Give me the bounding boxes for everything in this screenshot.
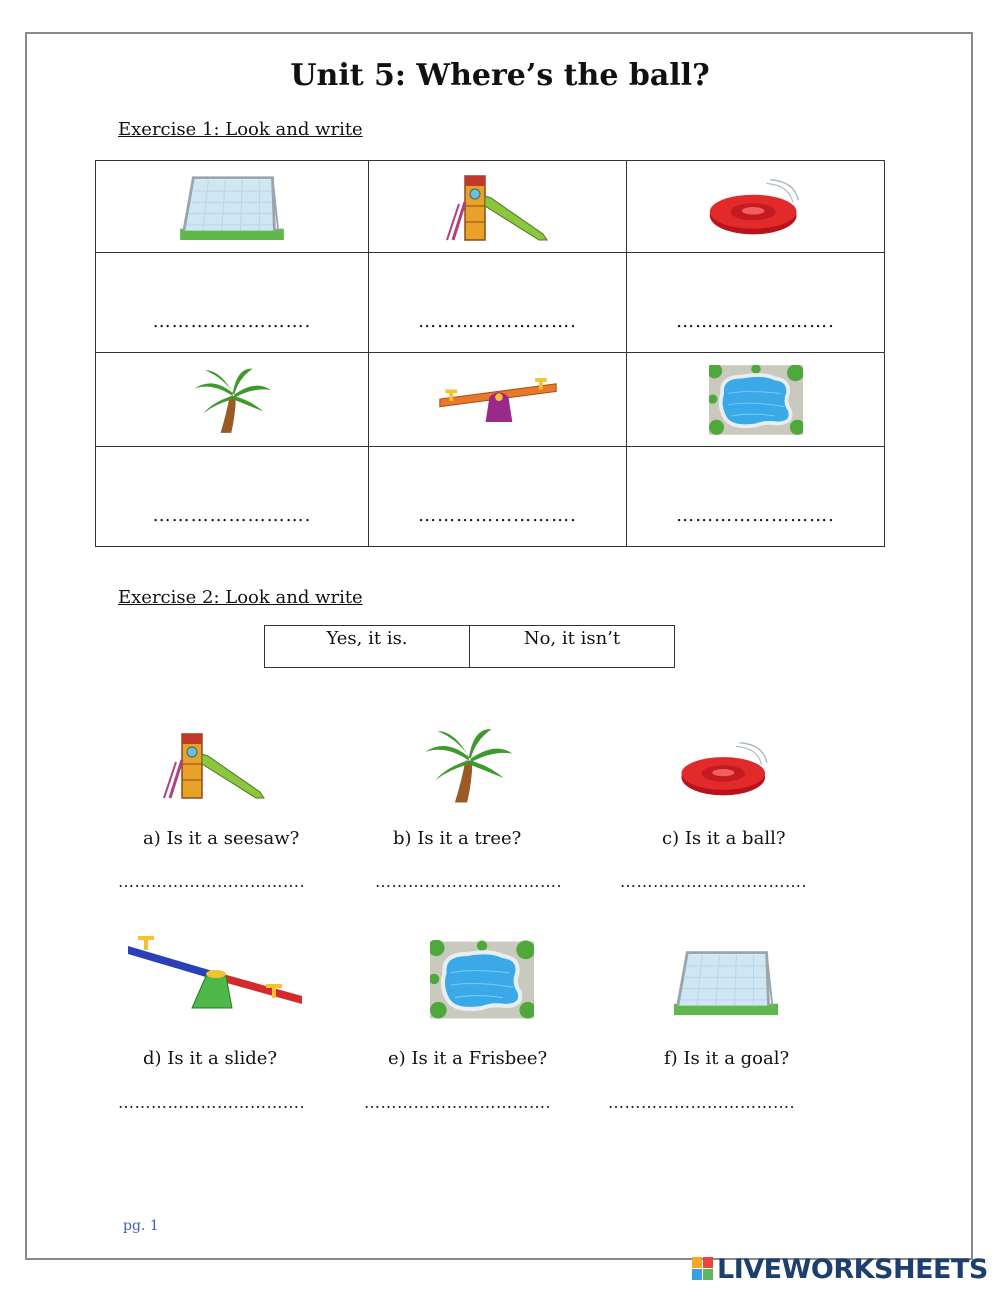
answer-blank[interactable]: ……………………. (676, 311, 835, 332)
answer-line-f[interactable]: ……………………………. (608, 1093, 796, 1112)
question-e-picture (430, 940, 534, 1020)
answer-cell[interactable] (627, 447, 885, 547)
frisbee-icon (676, 736, 776, 802)
answer-line-d[interactable]: ……………………………. (118, 1093, 306, 1112)
answer-line-a[interactable]: ……………………………. (118, 872, 306, 891)
seesaw-icon (126, 932, 306, 1012)
answer-option-no: No, it isn’t (470, 626, 675, 668)
answer-blank[interactable]: ……………………. (152, 505, 312, 526)
question-b-picture (420, 718, 516, 812)
pool-icon (430, 940, 534, 1020)
liveworksheets-logo-icon (692, 1257, 714, 1281)
slide-icon (443, 172, 553, 242)
answer-line-c[interactable]: ……………………………. (620, 872, 808, 891)
answer-blank[interactable]: ……………………. (676, 505, 835, 526)
palm-tree-icon (190, 360, 274, 440)
answer-option-yes: Yes, it is. (265, 626, 470, 668)
answer-line-b[interactable]: ……………………………. (375, 872, 563, 891)
picture-cell (369, 353, 627, 447)
exercise-1-table (95, 160, 885, 547)
palm-tree-icon (420, 718, 516, 812)
liveworksheets-brand[interactable] (692, 1252, 992, 1286)
picture-cell (369, 161, 627, 253)
question-d: d) Is it a slide? (143, 1048, 278, 1069)
answer-cell[interactable] (627, 253, 885, 353)
brand-name: LIVEWORKSHEETS (717, 1253, 988, 1285)
question-a-picture (160, 720, 270, 810)
answer-cell[interactable] (369, 447, 627, 547)
answer-cell[interactable] (369, 253, 627, 353)
frisbee-icon (704, 174, 808, 240)
slide-icon (160, 720, 270, 810)
question-c-picture (676, 736, 776, 802)
question-f-picture (674, 948, 778, 1016)
goal-icon (674, 948, 778, 1016)
pool-icon (709, 365, 803, 435)
answer-blank[interactable]: ……………………. (418, 505, 577, 526)
question-d-picture (126, 932, 306, 1012)
answer-cell[interactable] (96, 447, 369, 547)
question-f: f) Is it a goal? (664, 1048, 790, 1069)
answer-line-e[interactable]: ……………………………. (364, 1093, 552, 1112)
question-c: c) Is it a ball? (662, 828, 786, 849)
exercise-1-heading: Exercise 1: Look and write (118, 119, 363, 140)
answer-blank[interactable]: ……………………. (152, 311, 312, 332)
picture-cell (96, 353, 369, 447)
worksheet-title: Unit 5: Where’s the ball? (290, 58, 710, 93)
seesaw-icon (436, 376, 560, 424)
question-b: b) Is it a tree? (393, 828, 522, 849)
exercise-2-heading: Exercise 2: Look and write (118, 587, 363, 608)
answer-options-box (264, 625, 675, 668)
picture-cell (96, 161, 369, 253)
picture-cell (627, 353, 885, 447)
answer-blank[interactable]: ……………………. (418, 311, 577, 332)
question-e: e) Is it a Frisbee? (388, 1048, 548, 1069)
question-a: a) Is it a seesaw? (143, 828, 300, 849)
page-number: pg. 1 (123, 1218, 159, 1234)
picture-cell (627, 161, 885, 253)
answer-cell[interactable] (96, 253, 369, 353)
goal-icon (180, 174, 284, 240)
